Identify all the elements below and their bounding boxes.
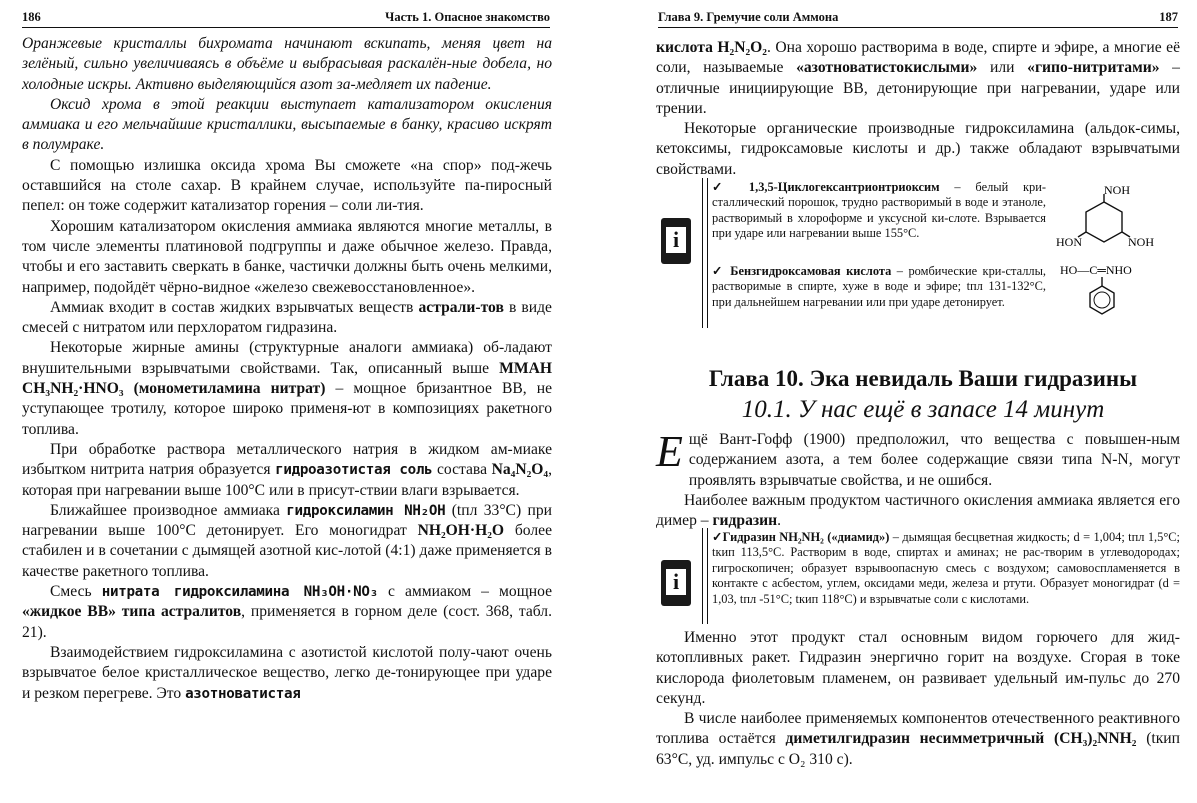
info-box-1-item-1: ✓ 1,3,5-Циклогексантрионтриоксим – белый кри-сталлический порошок, трудно растворимый в воде и этаноле, растворимый в хлороформе и уксусной ки-слоте. Взрывается при ударе или нагревании выше 155°C. [712,180,1046,241]
info-icon: i [661,218,691,264]
paragraph: Некоторые органические производные гидроксиламина (альдок-симы, кетоксимы, гидроксамовые кислоты и др.) также обладают взрывчатыми свойствами. [656,120,1180,178]
paragraph: Хорошим катализатором окисления аммиака являются многие металлы, в том числе элементы платиновой подгруппы и даже обычное железо. Правда, чтобы и его заставить сверкать в банке, частички должны быть очень мелкими, например, подойдёт чёрно-видное «железо свежевосстановленное». [22,217,552,296]
right-text-column-top [656,38,1180,180]
paragraph: Ещё Вант-Гофф (1900) предположил, что вещества с повышен-ным содержанием азота, а тем более содержащие связи типа N-N, могут проявлять взрывчатые свойства, и не ошибся. [656,427,1180,489]
info-box-1-item-2: ✓ Бензгидроксамовая кислота – ромбические кри-сталлы, растворимые в спирте, хуже в воде и эфире; tпл 131-132°C, при дальнейшем нагревании или при ударе детонирует. [712,264,1046,309]
italic-paragraph: Оксид хрома в этой реакции выступает катализатором окисления аммиака и его мельчайшие кристаллики, высыпаемые в банку, красиво искрят в полумраке. [22,95,552,154]
chapter-title: Глава 10. Эка невидаль Ваши гидразины [708,366,1138,391]
oxime-label-left: HON [1056,235,1082,249]
paragraph: Именно этот продукт стал основным видом горючего для жид-котопливных ракет. Гидразин энергично горит на воздухе. Сгорая в токе кислорода фиолетовым пламенем, он развивает удельный им-пульс до 270 секунд. [656,629,1180,707]
info-box-rule [702,528,708,624]
left-page-number: 186 [22,10,41,24]
right-running-head-title: Глава 9. Гремучие соли Аммона [658,10,839,24]
right-text-column-middle [656,427,1180,531]
cyclohexane-ring [1086,202,1122,242]
paragraph: При обработке раствора металлического натрия в жидком ам-миаке избытком нитрита натрия образуется гидроазотистая соль состава Na₄N₂O₄, которая при нагревании выше 100°C или в присут-ствии влаги взрывается. [22,440,552,499]
left-page [0,0,598,803]
paragraph: Смесь нитрата гидроксиламина NH₃OH·NO₃ с аммиаком – мощное «жидкое ВВ» типа астралитов, применяется в горном деле (сост. 368, табл. 21). [22,583,552,641]
cyclohexanetrione-trioxime-structure [1054,184,1164,256]
right-page [598,0,1197,803]
paragraph: Наиболее важным продуктом частичного окисления аммиака является его димер – гидразин. [656,491,1180,530]
section-title: 10.1. У нас ещё в запасе 14 минут [741,396,1105,423]
paragraph: С помощью излишка оксида хрома Вы сможете «на спор» под-жечь оставшийся на столе сахар. В крайнем случае, используйте па-пиросный пепел: он тоже содержит катализатор горения – соли ли-тия. [22,156,552,215]
info-icon: i [661,560,691,606]
benzohydroxamic-acid-structure [1058,262,1168,324]
italic-paragraph: Оранжевые кристаллы бихромата начинают вскипать, меняя цвет на зелёный, сильно увеличиваясь в объёме и выбрасывая раскалён-ные добела, но холодные искры. Активно выделяющийся азот за-медляет их падение. [22,35,552,93]
aromatic-circle [1094,292,1110,308]
left-running-head-title: Часть 1. Опасное знакомство [385,10,550,24]
info-box-rule [702,178,708,328]
paragraph: В числе наиболее применяемых компонентов отечественного реактивного топлива остаётся диметилгидразин несимметричный (CH₃)₂NNH₂ (tкип 63°C, уд. импульс с O₂ 310 с). [656,710,1180,768]
paragraph: Некоторые жирные амины (структурные аналоги аммиака) об-ладают внушительными взрывчатыми свойствами. Так, описанный выше ММАН CH₃NH₂·HNO₃ (монометиламина нитрат) – мощное бризантное ВВ, не уступающее тротилу, которое широко применя-ют в композициях ракетного топлива. [22,339,552,438]
right-text-column-bottom [656,628,1180,770]
paragraph: Ближайшее производное аммиака гидроксиламин NH₂OH (tпл 33°C) при нагревании выше 100°C детонирует. Его моногидрат NH₂OH·H₂O более стабилен и в сочетании с дымящей азотной кис-лотой (4:1) даже применяется в качестве ракетного топлива. [22,501,552,580]
paragraph: Взаимодействием гидроксиламина с азотистой кислотой полу-чают очень взрывчатое белое кристаллическое вещество, легко де-тонирующее при ударе и резком перегреве. Это азотноватистая [22,643,552,702]
right-running-head [658,10,1178,28]
left-running-head [22,10,550,28]
right-page-number: 187 [1159,10,1178,24]
paragraph: Аммиак входит в состав жидких взрывчатых веществ астрали-тов в виде смесей с нитратом или перхлоратом гидразина. [22,298,552,337]
drop-cap: Е [656,427,683,476]
paragraph: кислота H₂N₂O₂. Она хорошо растворима в воде, спирте и эфире, а многие её соли, называемые «азотноватистокислыми» или «гипо-нитритами» – отличные инициирующие ВВ, детонирующие при нагревании, ударе или трении. [656,39,1180,117]
left-text-column [22,34,552,704]
hydroxamic-group-label: HO—C═NHO [1060,263,1132,277]
oxime-label-top: NOH [1104,184,1130,197]
oxime-label-right: NOH [1128,235,1154,249]
info-box-2: ✓Гидразин NH₂NH₂ («диамид») – дымящая бесцветная жидкость; d = 1,004; tпл 1,5°C; tкип 113,5°C. Растворим в воде, спиртах и аминах; не рас-творим в углеводородах; гигроскопичен; образует взрывоопасную смесь с воздухом; самовоспламеняется в контакте с асбестом, углем, оксидами меди, железа и ртути. Образует моногидрат (d = 1,03, tпл -51°C; tкип 118°C) и взрывчатые соли с кислотами. [712,530,1180,606]
